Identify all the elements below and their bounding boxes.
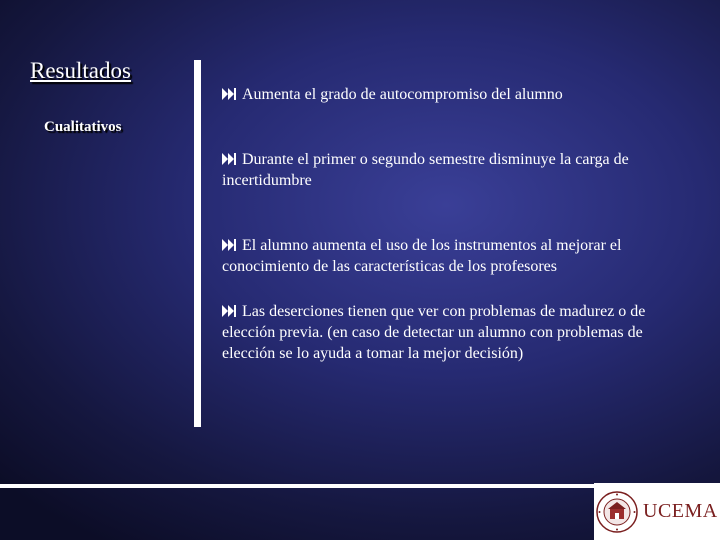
fast-forward-icon: [222, 239, 236, 251]
university-seal-icon: [596, 491, 638, 533]
bullet-text: Aumenta el grado de autocompromiso del alumno: [242, 86, 563, 103]
vertical-divider: [194, 60, 201, 427]
slide-title: Resultados: [30, 58, 131, 83]
fast-forward-icon: [222, 88, 236, 100]
logo-wordmark: UCEMA: [643, 500, 718, 522]
slide-subtitle: Cualitativos: [44, 119, 122, 135]
bullet-item: [222, 235, 672, 277]
bullet-item: [222, 301, 672, 364]
bullet-text: El alumno aumenta el uso de los instrumentos al mejorar el conocimiento de las características de los profesores: [222, 237, 622, 275]
bullet-item: [222, 84, 672, 105]
bullet-item: [222, 149, 672, 191]
ucema-logo: [594, 483, 720, 540]
fast-forward-icon: [222, 153, 236, 165]
fast-forward-icon: [222, 305, 236, 317]
bullet-text: Durante el primer o segundo semestre disminuye la carga de incertidumbre: [222, 151, 629, 189]
bullet-text: Las deserciones tienen que ver con problemas de madurez o de elección previa. (en caso de detectar un alumno con problemas de elección se lo ayuda a tomar la mejor decisión): [222, 303, 646, 362]
